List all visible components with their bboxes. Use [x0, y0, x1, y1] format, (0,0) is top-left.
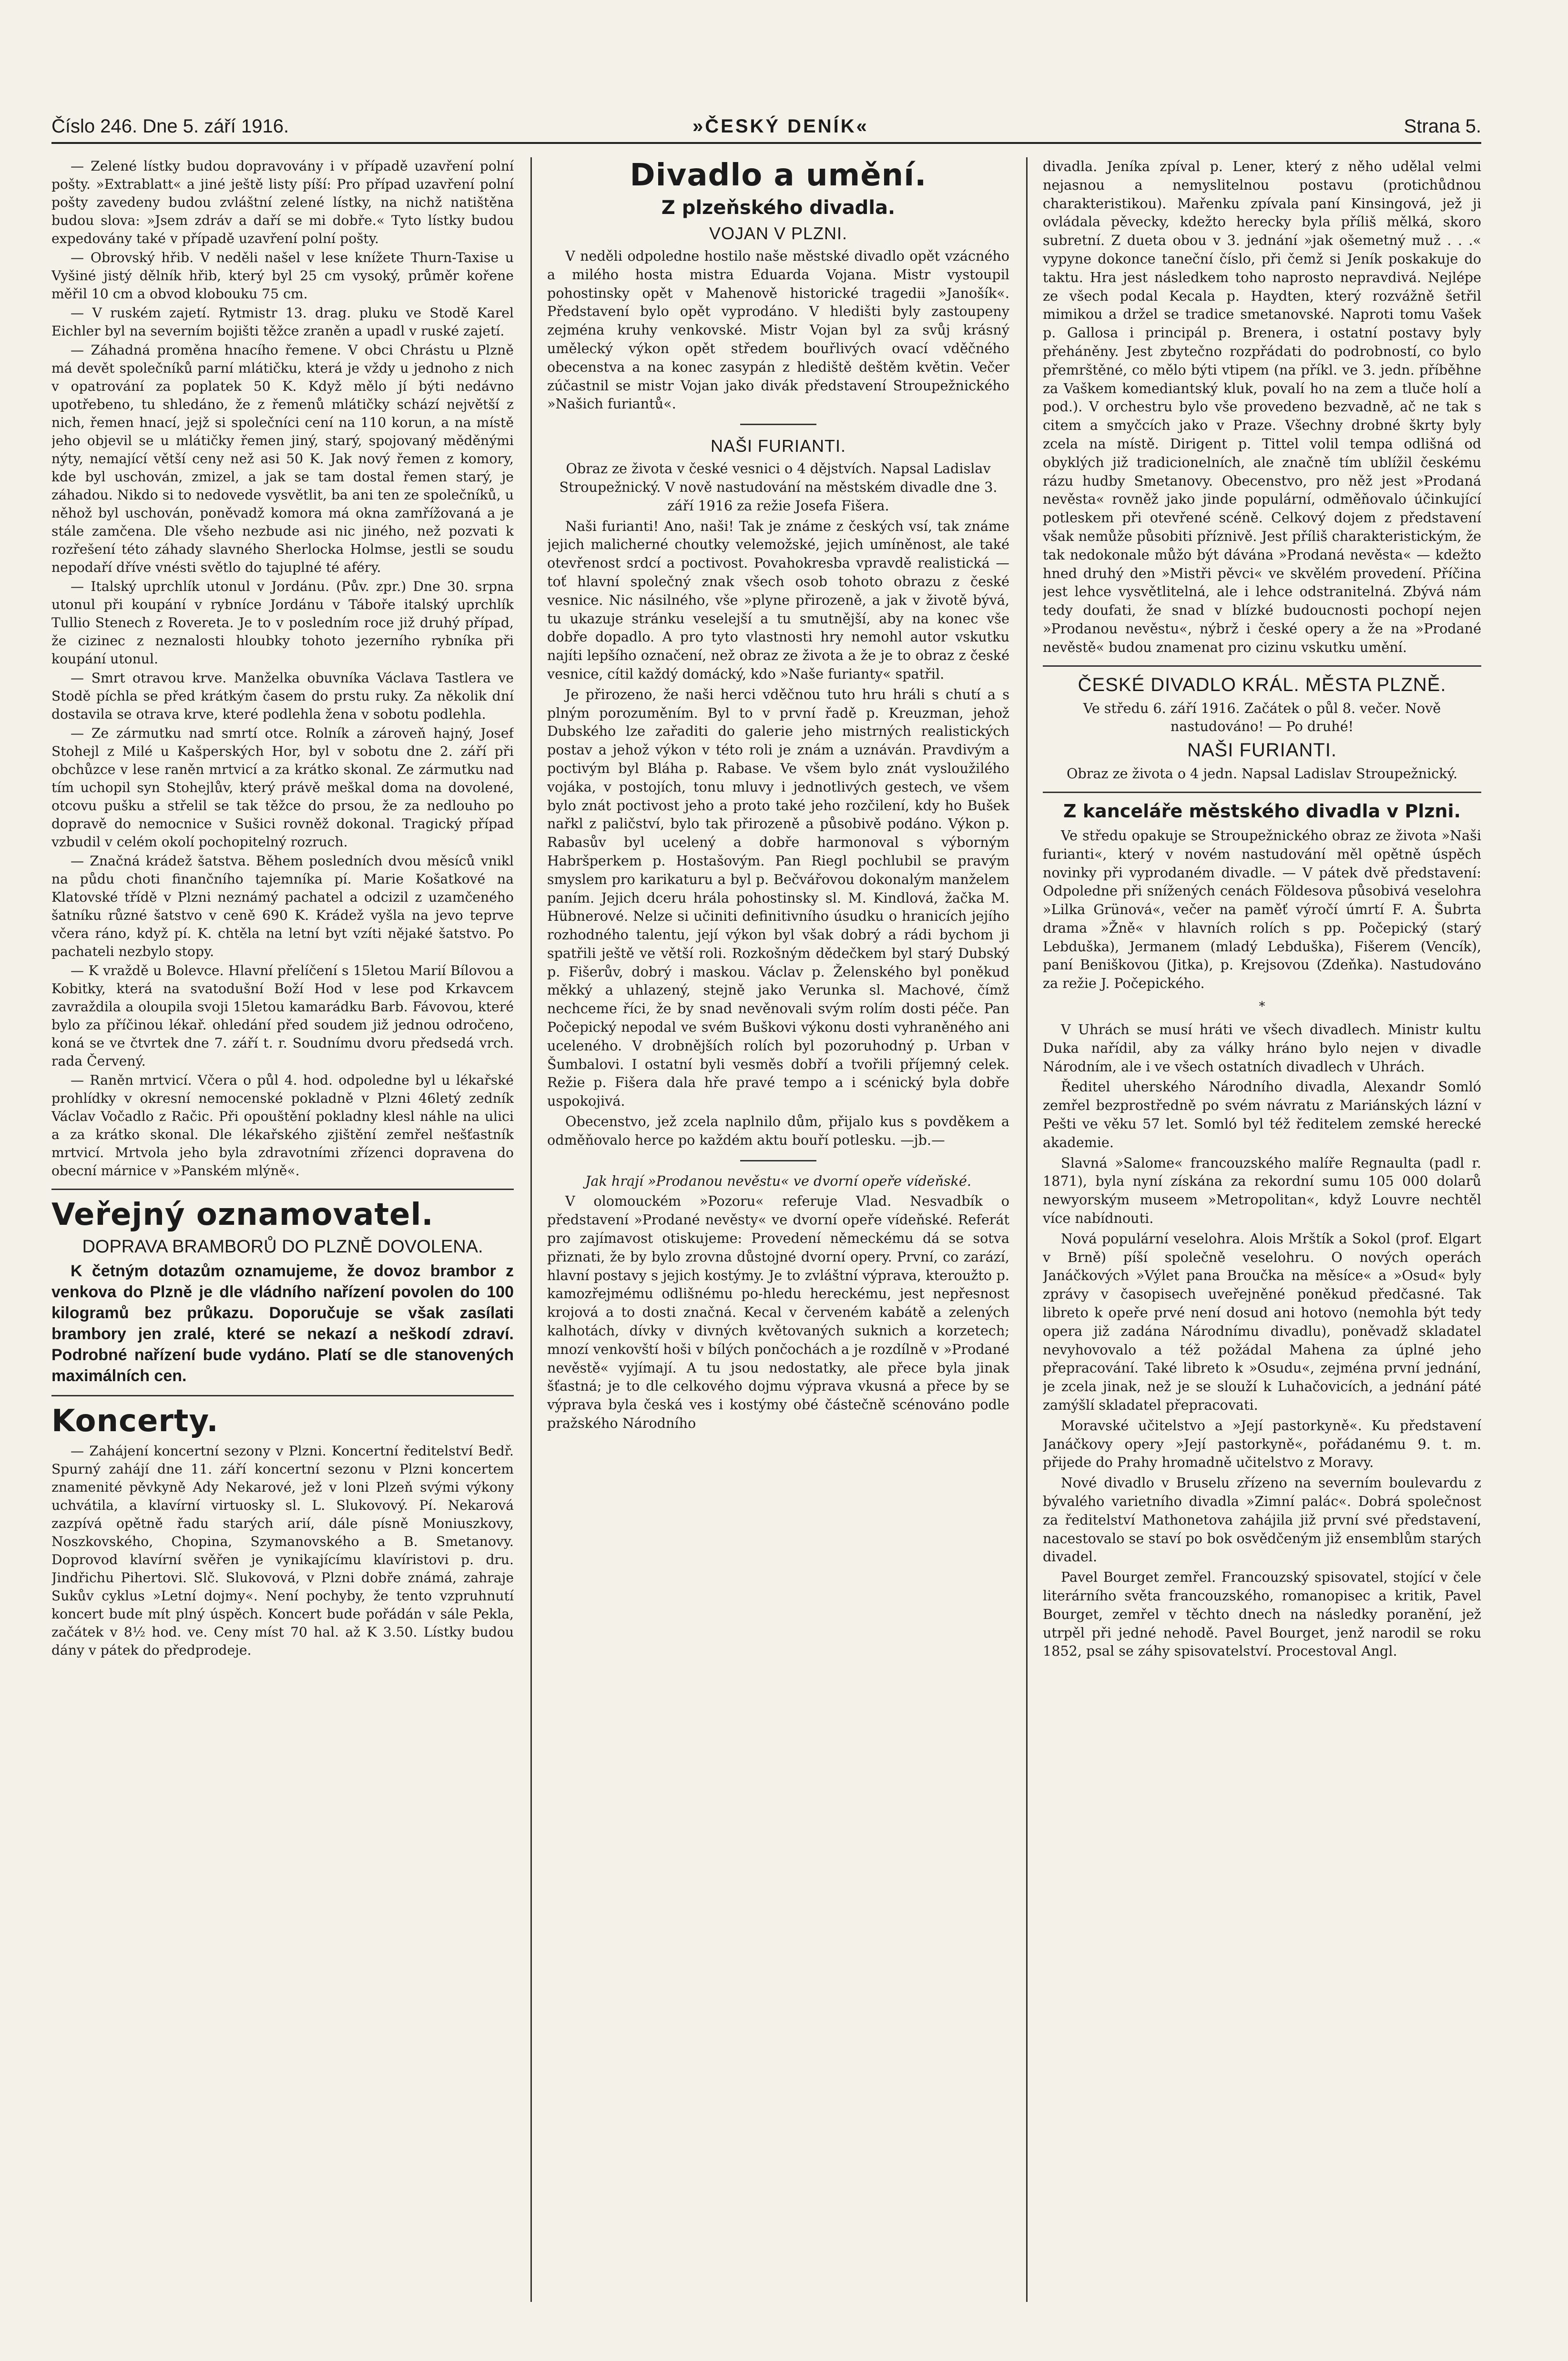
concert-item: — Zahájení koncertní sezony v Plzni. Koncertní ředitelství Bedř. Spurný zahájí dne 11. září koncertní sezonu v Plzni koncertem znamenité pěvkyně Ady Nekarové, jež v loni Plzeň svými výkony uchvátila, a klavírní virtuosky sl. L. Slukovový. Pí. Nekarová zazpívá opětně řadu starých arií, dále písně Moniuszkovy, Noszkovského, Chopina, Szymanovského a B. Smetanovy. Doprovod klavírní svěřen je vynikajícímu klavíristovi p. dru. Jindřichu Pihertovi. Slč. Slukovová, v Plzni dobře známá, zahraje Sukův cyklus »Letní dojmy«. Není pochyby, že tento vzpruhnutí koncert bude mít plný úspěch. Koncert bude pořádán v sále Pekla, začátek v 8½ hod. ve. Ceny míst 70 hal. až K 3.50. Lístky budou dány v pátek do předprodeje.	[51, 1443, 514, 1658]
review-subtitle: Obraz ze života v české vesnici o 4 dějstvích. Napsal Ladislav Stroupežnický. V nově nastudování na městském divadle dne 3. září 1916 za režie Josefa Fišera.	[559, 460, 998, 514]
column-3	[1043, 157, 1481, 1662]
theatre-programme-date: Ve středu 6. září 1916. Začátek o půl 8. večer. Nově nastudováno! — Po druhé!	[1083, 700, 1441, 735]
article-title: Jak hrají »Prodanou nevěstu« ve dvorní opeře vídeňské.	[585, 1172, 972, 1189]
subsection-title: Z plzeňského divadla.	[661, 197, 896, 219]
issue-date: Číslo 246. Dne 5. září 1916.	[51, 116, 289, 137]
section-divider	[51, 1189, 514, 1190]
news-item: — K vraždě u Bolevce. Hlavní přelíčení s 15letou Marií Bílovou a Kobitky, která na svatodušní Boží Hod v lese pod Krkavcem zavraždila a oloupila svoji 15letou kamarádku Barb. Fávovou, které bylo za příčinou lékař. ohledání před soudem již jednou odročeno, koná se ve čtvrtek dne 7. září t. r. Soudnímu dvoru předsedá vrch. rada Červený.	[51, 963, 514, 1069]
column-rule	[1026, 157, 1028, 2302]
news-item: Ředitel uherského Národního divadla, Alexandr Somló zemřel bezprostředně po svém návratu z Mariánských lázní v Pešti ve věku 57 let. Somló byl též ředitelem zemské herecké akademie.	[1043, 1079, 1481, 1150]
newspaper-name: »ČESKÝ DENÍK«	[692, 116, 869, 137]
news-item: Nové divadlo v Bruselu zřízeno na severním boulevardu z bývalého varietního divadla »Zimní palác«. Dobrá společnost za ředitelství Mathonetova zahájila již první své představení, nacestovalo se staví po bok osvědčeným již ensemblům starých divadel.	[1043, 1475, 1481, 1565]
news-item: Pavel Bourget zemřel. Francouzský spisovatel, stojící v čele literárního světa francouzského, romanopisec a kritik, Pavel Bourget, zemřel v těchto dnech na následky poranění, jež utrpěl při jedné nehodě. Pavel Bourget, jenž narodil se roku 1852, psal se záhy spisovatelství. Procestoval Angl.	[1043, 1569, 1481, 1659]
article-title: VOJAN V PLZNI.	[709, 224, 848, 243]
news-item: — Zelené lístky budou dopravovány i v případě uzavření polní pošty. »Extrablatt« a jiné ještě listy píší: Pro případ uzavření polní pošty zavedeny budou zvláštní zelené lístky, na nichž natištěna budou slova: »Jsem zdráv a daří se mi dobře.« Tyto lístky budou expedovány také v případě uzavření polní pošty.	[51, 158, 514, 246]
news-item: — Smrt otravou krve. Manželka obuvníka Václava Tastlera ve Stodě píchla se před krátkým časem do prstu ruky. Za několik dní dostavila se otrava krve, které podlehla žena v sobotu podlehla.	[51, 670, 514, 722]
news-item: V Uhrách se musí hráti ve všech divadlech. Ministr kultu Duka nařídil, aby za války hráno bylo nejen v divadle Národním, ale i ve všech ostatních divadlech v Uhrách.	[1043, 1021, 1481, 1075]
article-body: V olomouckém »Pozoru« referuje Vlad. Nesvadbík o představení »Prodané nevěsty« ve dvorní opeře vídeňské. Referát pro zajímavost otiskujeme: Provedení německému dá se sotva přiznati, že by bylo zrovna důstojné dvorní opery. První, co zarází, hlavní postavy s jejich kostýmy. Je to zvláštní výprava, kteroužto p. kamozřejmému odlišnému po-hledu hereckému, jest nepřesnost krojová a to dosti značná. Kecal v červeném kabátě a zelených kalhotách, dívky v divných květovaných suknich a korzetech; mnozí venkovští hoši v bílých pončochách a je rozdílně v »Prodané nevěstě« vyjímají. A tu jsou nedostatky, ale přece byla jinak šťastná; je to dle celkového dojmu výprava vkusná a přece by se výprava byla česká ves i kostýmy obé částečně scénováno podle pražského Národního	[547, 1193, 1009, 1432]
page-header	[51, 113, 1481, 144]
newspaper-page	[51, 95, 1481, 2307]
section-title-theatre: Divadlo a umění.	[630, 158, 927, 193]
column-rule	[530, 157, 532, 2302]
section-title-concerts: Koncerty.	[51, 1404, 219, 1439]
divider	[740, 1160, 816, 1161]
review-paragraph: Naši furianti! Ano, naši! Tak je známe z českých vsí, tak známe jejich malicherné choutky velemožské, jejich umíněnost, ale také otevřenost srdcí a poctivost. Povahokresba vpravdě realistická — toť hlavní společný znak všech osob tohoto obrazu z české vesnice. Nic násilného, vše »plyne přirozeně, a jak v životě bývá, tu ukazuje stránku veselejší a tu smutnější, aby na konec vše dobře dopadlo. A pro tyto vlastnosti hry nemohl autor vskutku najíti lepšího označení, než obraz ze života a že je to obraz z české vesnice, cítil každý domácký, kdo »Naše furianty« spatřil.	[547, 518, 1009, 682]
section-title-notice: Veřejný oznamovatel.	[51, 1197, 434, 1232]
section-divider	[1043, 665, 1481, 667]
office-title: Z kanceláře městského divadla v Plzni.	[1063, 800, 1461, 822]
review-paragraph: Je přirozeno, že naši herci vděčnou tuto hru hráli s chutí a s plným porozuměním. Byl to v první řadě p. Kreuzman, jehož Dubského lze zařaditi do galerie jeho mistrných realistických postav a jehož výkon v této roli je znám a uznáván. Pravdivým a poctivým byl Bláha p. Rabase. Ve všem bylo znát vysloužilého vojáka, v postojích, tonu mluvy i jednotlivých gestech, ve všem bylo znát poctivost jeho a proto také jeho rozčilení, kdy ho Bušek nařkl z paličství, bylo tak přirozeně a působivě podáno. Výkon p. Rabasův byl ucelený a dobře harmonoval s výborným Habršperkem p. Hostašovým. Pan Riegl pochlubil se pravým smyslem pro karikaturu a byl p. Bečvářovou dokonalým manželem paním. Jejich dceru hrála pohostinsky sl. M. Kindlová, žačka M. Hübnerové. Nelze si učiniti definitivního úsudku o hranicích jejího rozhodného talentu, její výkon byl však dobrý a rádi bychom ji spatřili ještě ve větší roli. Rozkošným dědečkem byl starý Dubský p. Fišerův, dobrý i maskou. Václav p. Želenského byl poněkud měkký a uhlazený, stejně jako Verunka sl. Machové, čímž nechceme říci, že by snad nevěnovali svým rolím dosti péče. Pan Počepický nepodal ve svém Buškovi výkonu dosti vyhraněného ani uceleného. V drobnějších rolích byl pozoruhodný p. Urban v Šumbalovi. I ostatní byli vesměs dobří a tvořili příjemný celek. Režie p. Fišera dala hře pravé tempo a i scénický byla dobře uspokojivá.	[547, 686, 1009, 1109]
divider	[740, 424, 816, 425]
theatre-play-title: NAŠI FURIANTI.	[1187, 740, 1337, 761]
review-paragraph: Obecenstvo, jež zcela naplnilo dům, přijalo kus s povděkem a odměňovalo herce po každém aktu bouří potlesku. —jb.—	[547, 1113, 1009, 1148]
news-item: — Značná krádež šatstva. Během posledních dvou měsíců vnikl na půdu choti finančního tajemníka pí. Marie Košatkové na Klatovské třídě v Plzni neznámý pachatel a odcizil z uzamčeného šatníku různé šatstvo v ceně 690 K. Krádež vyšla na jevo teprve včera ráno, když pí. K. chtěla na letní byt vzíti nějaké šatstvo. Po pachateli nezbylo stopy.	[51, 853, 514, 959]
theatre-programme-title: ČESKÉ DIVADLO KRÁL. MĚSTA PLZNĚ.	[1078, 674, 1446, 695]
news-item: Moravské učitelstvo a »Její pastorkyně«. Ku představení Janáčkovy opery »Její pastorkyně«, pořádanému 9. t. m. přijede do Prahy hromadně učitelstvo z Moravy.	[1043, 1417, 1481, 1471]
office-body: Ve středu opakuje se Stroupežnického obraz ze života »Naši furianti«, který v novém nastudování měl opětně úspěch novinky při vyprodaném divadle. — V pátek dvě představení: Odpoledne při snížených cenách Földesova působivá veselohra »Lilka Grünová«, večer na paměť výročí úmrtí F. A. Šubrta drama »Žně« v hlavních rolích s pp. Počepický (starý Lebduška), Jermanem (mladý Lebduška), Fišerem (Vencík), paní Beniškovou (Jitka), p. Krejsovou (Zdeňka). Nastudováno za režie J. Počepického.	[1043, 827, 1481, 992]
news-item: Slavná »Salome« francouzského malíře Regnaulta (padl r. 1871), byla nyní získána za rekordní sumu 105 000 dolarů newyorským museem »Metropolitan«, když Louvre nechtěl více nabídnouti.	[1043, 1154, 1481, 1227]
page-number: Strana 5.	[1404, 116, 1481, 137]
news-item: — Obrovský hřib. V neděli našel v lese knížete Thurn-Taxise u Vyšiné jistý dělník hřib, který byl 25 cm vysoký, průměr kořene měřil 10 cm a obvod klobouku 75 cm.	[51, 250, 514, 302]
review-title: NAŠI FURIANTI.	[710, 436, 846, 456]
section-divider	[1043, 792, 1481, 793]
article-continuation: divadla. Jeníka zpíval p. Lener, který z něho udělal velmi nejasnou a nemyslitelnou postavu (protichůdnou charakteristikou). Mařenku zpívala paní Kinsingová, jež ji ovládala pěvecky, kdežto herecky byla příliš mělká, skoro subretní. Z dueta obou v 3. jednání »jak ošemetný muž . . .« vypyne dokonce taneční číslo, při čemž si Jeník poskakuje do taktu. Hra jest následkem toho naprosto nepravdivá. Nejlépe ze všech podal Kecala p. Haydten, který rozvážně šetřil mimikou a držel se tradice smetanovské. Naproti tomu Vašek p. Gallosa i principál p. Brenera, i ostatní postavy byly přeháněny. Jest zbytečno rozpřádati do podrobností, co bylo přemrštěné, co mělo býti vtipem (na příkl. ve 3. jedn. příběhne za Vaškem komediantský kluk, povalí ho na zem a tluče holí a pod.). V orchestru bylo vše provedeno bezvadně, ač ne tak s citem a smyčcích jako v Praze. Všechny drobné škrty byly zcela na místě. Dirigent p. Tittel volil tempa odlišná od obyklých již tradicionelních, ale značně tím ublížil českému rázu hudby Smetanovy. Obecenstvo, pro něž jest »Prodaná nevěsta« rovněž jako jinde populární, odměňovalo účinkující potleskem při otevřené scéně. Celkový dojem z představení však nemůže působiti příznivě. Jest příliš charakteristickým, že tak nedokonale můžo být dávána »Prodaná nevěsta« — kdežto hned druhý den »Mistři pěvci« ve skvělém provedení. Příčina jest lehce vysvětlitelná, ale i lehce odstranitelná. Zbývá nám tedy doufati, že snad v blízké budoucnosti pochopí nejen »Prodanou nevěstu«, nýbrž i české opery a že na »Prodané nevěstě« budou znamenat pro cizinu vskutku umění.	[1043, 158, 1481, 655]
news-item: — Ze zármutku nad smrtí otce. Rolník a zároveň hajný, Josef Stohejl z Milé u Kašperských Hor, byl v sobotu dne 2. září při obchůzce v lese raněn mrtvicí a za krátko skonal. Ze zármutku nad tím uchopil syn Stohejlův, který právě meškal doma na dovolené, otcovu pušku a střelil se tak těžce do prsou, že za nedlouho po dopravě do nemocnice v Sušici rovněž dokonal. Tragický případ vzbudil v celém okolí pochopitelný rozruch.	[51, 725, 514, 850]
news-item: — Italský uprchlík utonul v Jordánu. (Pův. zpr.) Dne 30. srpna utonul při koupání v rybníce Jordánu v Táboře italský uprchlík Tullio Stenech z Rovereta. Je to v posledním roce již druhý případ, že cizinec z neznalosti hloubky tohoto jezerního rybníka při koupání utonul.	[51, 579, 514, 667]
column-2	[547, 157, 1009, 1435]
notice-headline: DOPRAVA BRAMBORŮ DO PLZNĚ DOVOLENA.	[82, 1237, 483, 1257]
news-item: — V ruském zajetí. Rytmistr 13. drag. pluku ve Stodě Karel Eichler byl na severním bojišti těžce zraněn a upadl v ruské zajetí.	[51, 305, 514, 339]
notice-body: K četným dotazům oznamujeme, že dovoz brambor z venkova do Plzně je dle vládního nařízení povolen do 100 kilogramů bez průkazu. Doporučuje se však zasílati brambory jen zralé, které se nekazí a neškodí zdraví. Podrobné nařízení bude vydáno. Platí se dle stanovených maximálních cen.	[51, 1262, 514, 1385]
section-divider	[51, 1395, 514, 1396]
news-item: — Záhadná proměna hnacího řemene. V obci Chrástu u Plzně má devět společníků parní mlátičku, která je vždy u jednoho z nich v opatrování za poplatek 50 K. Když mělo jí býti nedávno upotřebeno, tu shledáno, že z řemenů mlátičky schází největší z nich, řemen hnací, jejž si společníci cení na 110 korun, a na místě jeho objevil se u mlátičky řemen jiný, starý, spojovaný měděnými nýty, nemající větší ceny než asi 50 K. Jak nový řemen z komory, kde byl uschován, zmizel, a jak se tam dostal řemen starý, je záhadou. Nikdo si to nedovede vysvětlit, ba ani ten ze společníků, u něhož byl uschován, poněvadž komora má okna zamřížovaná a je stále zamčena. Dle všeho nezbude asi nic jiného, než pozvati k rozřešení této záhady slavného Sherlocka Holmse, jestli se soudu nepodaří dříve vnésti světlo do tajuplné té aféry.	[51, 342, 514, 575]
news-item: — Raněn mrtvicí. Včera o půl 4. hod. odpoledne byl u lékařské prohlídky v okresní nemocenské pokladně v Plzni 46letý zedník Václav Vočadlo z Račic. Při opouštění pokladny klesl náhle na ulici a za krátko skonal. Dle lékařského zjištění zemřel nešťastník mrtvicí. Mrtvola jeho byla zdravotními zřízenci dopravena do obecní márnice v »Panském mlýně«.	[51, 1072, 514, 1179]
theatre-play-subtitle: Obraz ze života o 4 jedn. Napsal Ladislav Stroupežnický.	[1066, 765, 1458, 782]
star-divider: *	[1259, 999, 1265, 1014]
column-1	[51, 157, 514, 1660]
article-body: V neděli odpoledne hostilo naše městské divadlo opět vzácného a milého hosta mistra Eduarda Vojana. Mistr vystoupil pohostinsky opět v Mahenově historické tragedii »Janošík«. Představení bylo opět vyprodáno. V hledišti byly zastoupeny zejména kruhy venkovské. Mistr Vojan byl za svůj krásný umělecký výkon opět středem bouřlivých ovací vděčného obecenstva a na konec zasypán z hlediště deštěm květin. Večer zúčastnil se mistr Vojan jako divák představení Stroupežnického »Našich furiantů«.	[547, 248, 1009, 412]
news-item: Nová populární veselohra. Alois Mrštík a Sokol (prof. Elgart v Brně) píší společně veselohru. O nových operách Janáčkových »Výlet pana Broučka na měsíce« a »Osud« byly zprávy v časopisech uveřejněné poněkud předčasné. Tak libreto k opeře prvé není dosud ani hotovo (nemohla být tedy opera již zadána Národnímu divadlu), poněvadž skladatel nevyhovovalo a též požádal Mahena za úplné jeho přepracování. Také libreto k »Osudu«, zejména první jednání, je zcela jinak, než je se slouží k Luhačovicích, a jednání páté zamýšlí skladatel přepracovati.	[1043, 1230, 1481, 1414]
